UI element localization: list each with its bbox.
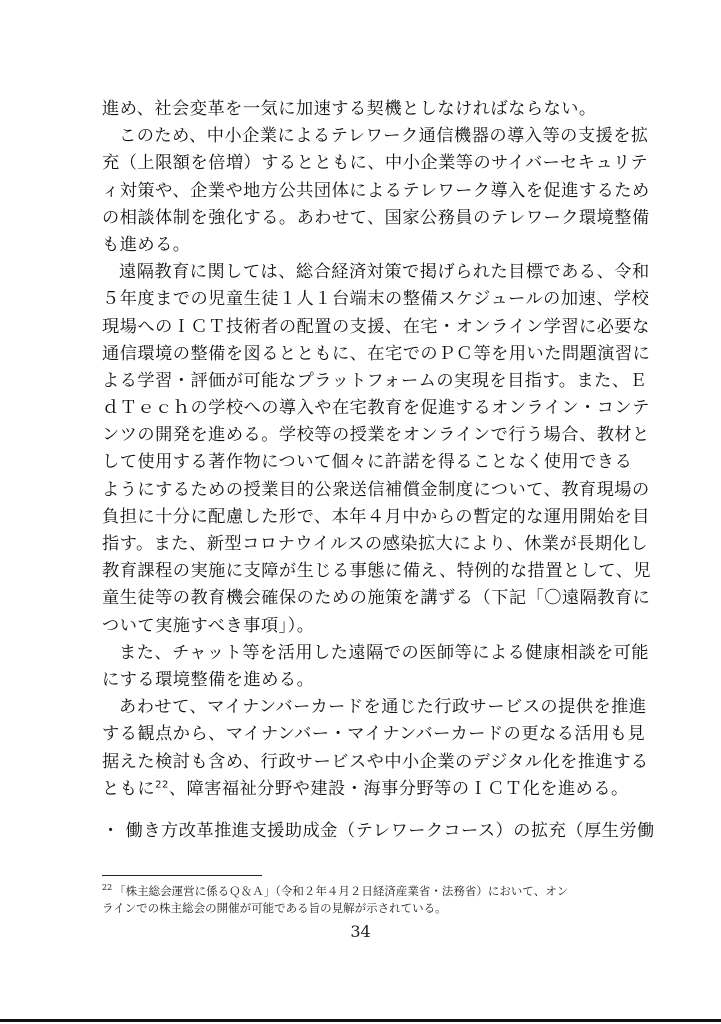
text-fragment: 、障害福祉分野や建設・海事分野等のＩＣＴ化を進める。 <box>168 778 629 799</box>
text-line: 童生徒等の教育機会確保のための施策を講ずる（下記「〇遠隔教育に <box>102 588 651 609</box>
text-line: ｄＴｅｃｈの学校への導入や在宅教育を促進するオンライン・コンテ <box>102 398 650 419</box>
text-line-with-footnote-ref <box>102 776 642 803</box>
footnote-reference[interactable]: 22 <box>155 778 169 790</box>
text-line: ンツの開発を進める。学校等の授業をオンラインで行う場合、教材と <box>102 425 650 446</box>
footnote <box>102 883 642 917</box>
footnote-separator <box>102 875 262 876</box>
footnote-text: 「株主総会運営に係るＱ＆Ａ」（令和２年４月２日経済産業省・法務省）において、オン <box>114 884 569 898</box>
text-line: 教育課程の実施に支障が生じる事態に備え、特例的な措置として、児 <box>102 561 652 582</box>
text-line: 充（上限額を倍増）するとともに、中小企業等のサイバーセキュリテ <box>102 153 649 174</box>
main-text <box>102 96 655 845</box>
text-line: 指す。また、新型コロナウイルスの感染拡大により、休業が長期化し <box>102 534 648 554</box>
text-line: 負担に十分に配慮した形で、本年４月中からの暫定的な運用開始を目 <box>102 506 650 527</box>
text-line: 据えた検討も含め、行政サービスや中小企業のデジタル化を推進する <box>102 751 649 772</box>
footnote-number: 22 <box>102 883 113 893</box>
text-line: する観点から、マイナンバー・マイナンバーカードの更なる活用も見 <box>102 724 646 745</box>
text-line: にする環境整備を進める。 <box>102 669 315 690</box>
text-line: 遠隔教育に関しては、総合経済対策で掲げられた目標である、令和 <box>119 262 650 283</box>
text-line: して使用する著作物について個々に許諾を得ることなく使用できる <box>102 452 633 473</box>
text-line: も進める。 <box>102 234 191 255</box>
text-line: 現場へのＩＣＴ技術者の配置の支援、在宅・オンライン学習に必要な <box>102 316 650 337</box>
bullet-item: ・ 働き方改革推進支援助成金（テレワークコース）の拡充（厚生労働 <box>102 820 655 841</box>
text-line: 進め、社会変革を一気に加速する契機としなければならない。 <box>102 99 597 119</box>
page-number: 34 <box>350 922 371 941</box>
footnote-line <box>102 883 642 900</box>
text-fragment: ともに <box>102 778 156 799</box>
text-line: の相談体制を強化する。あわせて、国家公務員のテレワーク環境整備 <box>102 207 650 228</box>
text-line: また、チャット等を活用した遠隔での医師等による健康相談を可能 <box>119 642 650 663</box>
bottom-border <box>0 1019 721 1022</box>
text-line: 通信環境の整備を図るとともに、在宅でのＰＣ等を用いた問題演習に <box>102 343 651 364</box>
text-line: あわせて、マイナンバーカードを通じた行政サービスの提供を推進 <box>119 697 647 718</box>
text-line: ついて実施すべき事項」）。 <box>102 615 315 636</box>
text-line: ようにするための授業目的公衆送信補償金制度について、教育現場の <box>102 479 650 500</box>
footnote-line: ラインでの株主総会の開催が可能である旨の見解が示されている。 <box>102 901 447 915</box>
text-line: ５年度までの児童生徒１人１台端末の整備スケジュールの加速、学校 <box>102 289 650 310</box>
text-line: よる学習・評価が可能なプラットフォームの実現を目指す。また、Ｅ <box>102 370 648 391</box>
text-line: ィ対策や、企業や地方公共団体によるテレワーク導入を促進するため <box>102 180 650 201</box>
text-line: このため、中小企業によるテレワーク通信機器の導入等の支援を拡 <box>119 126 649 147</box>
